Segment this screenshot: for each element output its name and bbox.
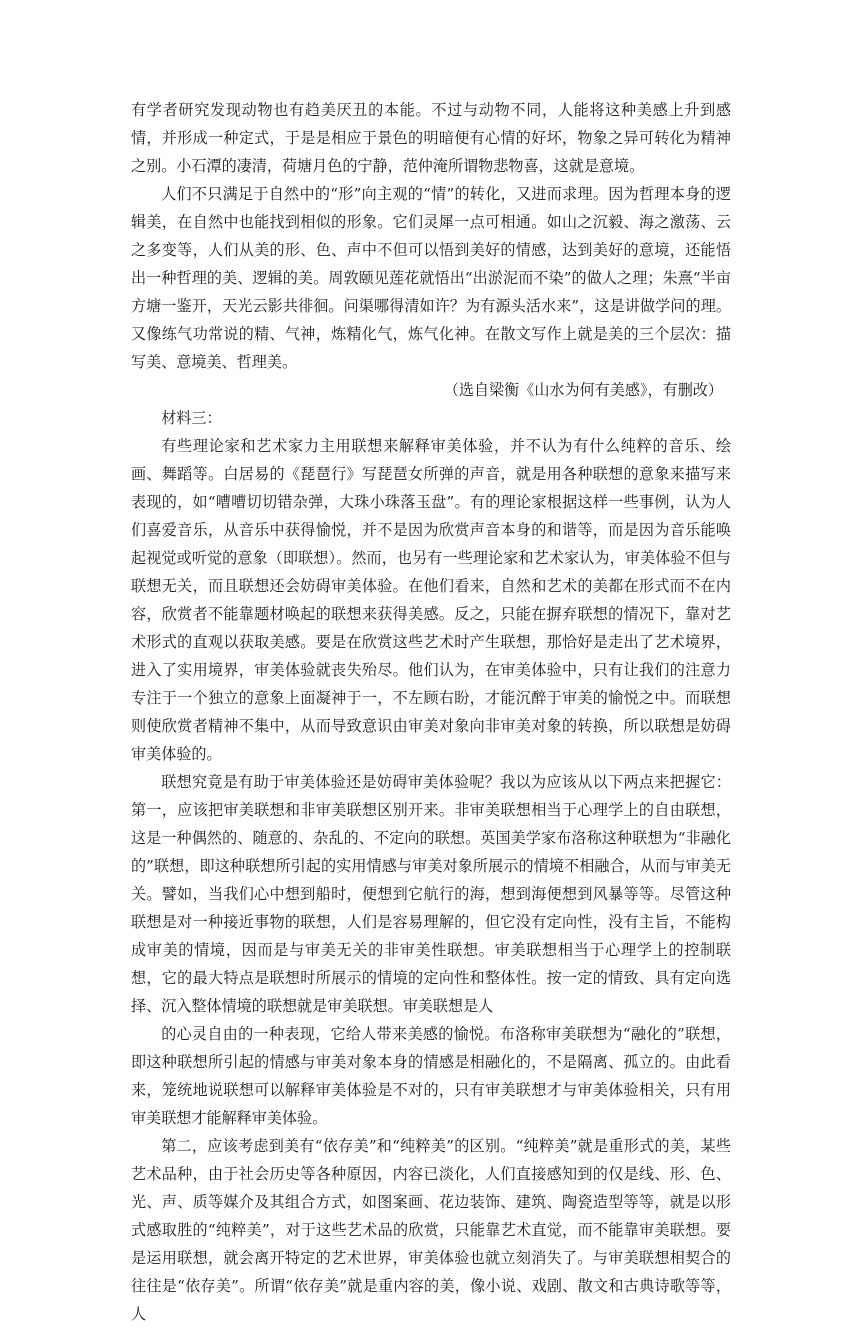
section-heading-material-three: 材料三： bbox=[161, 409, 222, 427]
paragraph-philosophy: 人们不只满足于自然中的“形”向主观的“情”的转化，又进而求理。因为哲理本身的逻辑美，在自然中也能找到相似的形象。它们灵犀一点可相通。如山之沉毅、海之激荡、云之多变等，人们从美的形、色、声中不但可以悟到美好的情感，达到美好的意境，还能悟出一种哲理的美、逻辑的美。周敦颐见莲花就悟出“出淤泥而不染”的做人之理；朱熹“半亩方塘一鉴开，天光云影共徘徊。问渠哪得清如许？为有源头活水来”，这是讲做学问的理。又像练气功常说的精、气神，炼精化气，炼气化神。在散文写作上就是美的三个层次：描写美、意境美、哲理美。 bbox=[131, 185, 731, 371]
paragraph-intro-continuation: 有学者研究发现动物也有趋美厌丑的本能。不过与动物不同，人能将这种美感上升到感情，并形成一种定式，于是是相应于景色的明暗便有心情的好坏，物象之异可转化为精神之别。小石潭的凄清，荷塘月色的宁静，范仲淹所谓物悲物喜，这就是意境。 bbox=[131, 101, 731, 175]
paragraph-pure-vs-dependent-beauty: 第二，应该考虑到美有“依存美”和“纯粹美”的区别。“纯粹美”就是重形式的美，某些艺术品种，由于社会历史等各种原因，内容已淡化，人们直接感知到的仅是线、形、色、光、声、质等媒介及其组合方式，如图案画、花边装饰、建筑、陶瓷造型等等，就是以形式感取胜的“纯粹美”，对于这些艺术品的欣赏，只能靠艺术直觉，而不能靠审美联想。要是运用联想，就会离开特定的艺术世界，审美体验也就立刻消失了。与审美联想相契合的往往是“依存美”。所谓“依存美”就是重内容的美，像小说、戏剧、散文和古典诗歌等等，人 bbox=[131, 1137, 731, 1323]
document-page bbox=[131, 96, 731, 1328]
paragraph-aesthetic-association-continued: 的心灵自由的一种表现，它给人带来美感的愉悦。布洛称审美联想为“融化的”联想，即这种联想所引起的情感与审美对象本身的情感是相融化的，不是隔离、孤立的。由此看来，笼统地说联想可以解释审美体验是不对的，只有审美联想才与审美体验相关，只有用审美联想才能解释审美体验。 bbox=[131, 1025, 731, 1127]
source-citation: （选自梁衡《山水为何有美感》，有删改） bbox=[443, 381, 723, 399]
paragraph-aesthetic-association: 联想究竟是有助于审美体验还是妨碍审美体验呢？我以为应该从以下两点来把握它：第一，应该把审美联想和非审美联想区别开来。非审美联想相当于心理学上的自由联想，这是一种偶然的、随意的、杂乱的、不定向的联想。英国美学家布洛称这种联想为“非融化的”联想，即这种联想所引起的实用情感与审美对象所展示的情境不相融合，从而与审美无关。譬如，当我们心中想到船时，便想到它航行的海，想到海便想到风暴等等。尽管这种联想是对一种接近事物的联想，人们是容易理解的，但它没有定向性，没有主旨，不能构成审美的情境，因而是与审美无关的非审美性联想。审美联想相当于心理学上的控制联想，它的最大特点是联想时所展示的情境的定向性和整体性。按一定的情致、具有定向选择、沉入整体情境的联想就是审美联想。审美联想是人 bbox=[131, 773, 731, 1015]
paragraph-association-theories: 有些理论家和艺术家力主用联想来解释审美体验，并不认为有什么纯粹的音乐、绘画、舞蹈等。白居易的《琵琶行》写琵琶女所弹的声音，就是用各种联想的意象来描写来表现的，如“嘈嘈切切错杂弹，大珠小珠落玉盘”。有的理论家根据这样一些事例，认为人们喜爱音乐，从音乐中获得愉悦，并不是因为欣赏声音本身的和谐等，而是因为音乐能唤起视觉或听觉的意象（即联想）。然而，也另有一些理论家和艺术家认为，审美体验不但与联想无关，而且联想还会妨碍审美体验。在他们看来，自然和艺术的美都在形式而不在内容，欣赏者不能靠题材唤起的联想来获得美感。反之，只能在摒弃联想的情况下，靠对艺术形式的直观以获取美感。要是在欣赏这些艺术时产生联想，那恰好是走出了艺术境界，进入了实用境界，审美体验就丧失殆尽。他们认为，在审美体验中，只有让我们的注意力专注于一个独立的意象上面凝神于一，不左顾右盼，才能沉醉于审美的愉悦之中。而联想则使欣赏者精神不集中，从而导致意识由审美对象向非审美对象的转换，所以联想是妨碍审美体验的。 bbox=[131, 437, 731, 763]
